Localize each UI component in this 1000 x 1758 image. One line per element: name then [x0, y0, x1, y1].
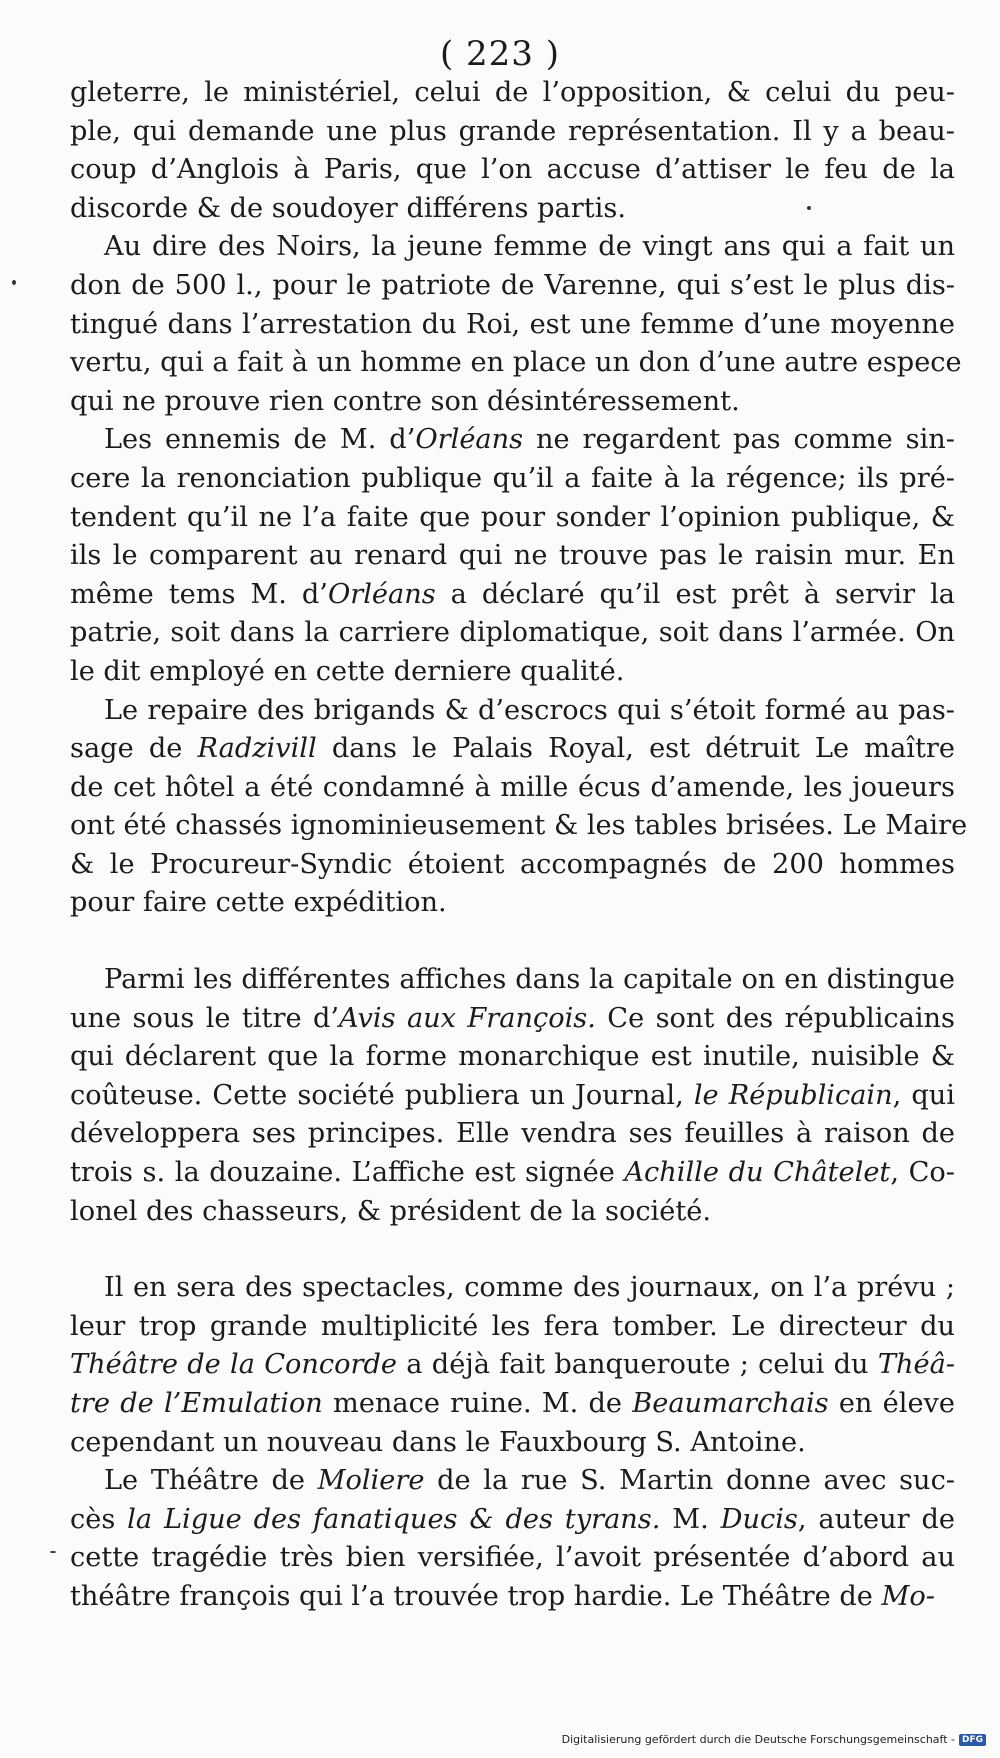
text-segment: en éleve	[828, 1388, 955, 1419]
text-line	[70, 228, 955, 267]
text-line	[70, 190, 955, 229]
text-line	[70, 1038, 955, 1077]
text-segment: théâtre françois qui l’a trouvée trop hardie. Le Théâtre de	[70, 1580, 882, 1612]
text-line	[70, 1385, 955, 1424]
italic-text: Radzivill	[197, 733, 317, 765]
text-line	[70, 730, 955, 769]
text-segment: cere la renonciation publique qu’il a faite à la régence; ils pré-	[70, 462, 955, 494]
text-segment: cès	[70, 1503, 128, 1535]
text-line	[70, 344, 962, 383]
text-line	[70, 1154, 955, 1193]
text-line	[70, 807, 968, 846]
text-segment: qui ne prouve rien contre son désintéressement.	[70, 385, 740, 417]
text-segment: lonel des chasseurs, & président de la société.	[70, 1195, 711, 1227]
text-segment: leur trop grande multiplicité les fera tomber. Le directeur du	[70, 1310, 955, 1342]
text-segment: une sous le titre d’	[70, 1002, 339, 1034]
italic-text: Beaumarchais	[632, 1388, 829, 1419]
text-segment: dans le Palais Royal, est détruit Le maître	[316, 733, 955, 765]
text-line	[70, 151, 955, 190]
text-segment: ont été chassés ignominieusement & les tables brisées. Le Maire	[70, 810, 968, 842]
italic-text: Théâ-	[877, 1349, 955, 1381]
text-line	[70, 537, 955, 576]
text-segment: de cet hôtel a été condamné à mille écus d’amende, les joueurs	[70, 771, 955, 803]
dfg-logo: DFG	[959, 1734, 986, 1746]
text-line	[70, 421, 955, 460]
text-line	[70, 1539, 955, 1578]
scan-speck	[807, 206, 811, 210]
paragraph	[70, 692, 968, 924]
text-line	[70, 1115, 955, 1154]
digitization-footer	[562, 1733, 986, 1746]
text-line	[70, 113, 955, 152]
italic-text: Orléans	[415, 424, 524, 456]
text-line	[70, 1269, 955, 1308]
text-line	[70, 74, 955, 113]
text-segment: a déclaré qu’il est prêt à servir la	[435, 578, 955, 610]
text-line	[70, 1308, 955, 1347]
text-segment: tingué dans l’arrestation du Roi, est une femme d’une moyenne	[70, 308, 955, 340]
text-line	[70, 1077, 955, 1116]
text-segment: , qui	[892, 1079, 955, 1111]
text-segment: Les ennemis de M. d’	[104, 424, 416, 456]
text-segment: coup d’Anglois à Paris, que l’on accuse d’attiser le feu de la	[70, 154, 955, 186]
text-segment: , Co-	[890, 1157, 955, 1189]
text-segment: pour faire cette expédition.	[70, 887, 447, 919]
paragraph	[70, 1269, 955, 1462]
text-line	[70, 576, 955, 615]
text-line	[70, 653, 955, 692]
text-segment: menace ruine. M. de	[322, 1388, 633, 1419]
text-line	[70, 1578, 955, 1617]
text-line	[70, 961, 955, 1000]
text-line	[70, 460, 955, 499]
italic-text: Avis aux François.	[339, 1002, 596, 1034]
text-segment: le dit employé en cette derniere qualité.	[70, 655, 625, 687]
text-segment: coûteuse. Cette société publiera un Journal,	[70, 1079, 694, 1111]
text-segment: ils le comparent au renard qui ne trouve pas le raisin mur. En	[70, 540, 955, 572]
text-line	[70, 769, 955, 808]
text-line	[70, 1346, 955, 1385]
text-line	[70, 846, 955, 885]
paragraph-gap	[70, 923, 955, 961]
page-number: ( 223 )	[439, 34, 561, 74]
text-segment: cette tragédie très bien versifiée, l’avoit présentée d’abord au	[70, 1542, 955, 1574]
text-segment: Le Théâtre de	[104, 1465, 318, 1497]
text-segment: ne regardent pas comme sin-	[523, 424, 955, 456]
text-segment: don de 500 l., pour le patriote de Varenne, qui s’est le plus dis-	[70, 269, 955, 301]
scan-speck	[50, 1551, 56, 1553]
italic-text: le Républicain	[693, 1079, 893, 1111]
text-segment: , auteur de	[797, 1503, 955, 1535]
italic-text: la Ligue des fanatiques & des tyrans.	[127, 1503, 661, 1535]
italic-text: tre de l’Emulation	[70, 1388, 323, 1419]
italic-text: Orléans	[327, 578, 436, 610]
paragraph	[70, 1462, 955, 1616]
text-segment: trois s. la douzaine. L’affiche est signée	[70, 1157, 625, 1189]
text-line	[70, 1501, 955, 1540]
text-line	[70, 306, 955, 345]
italic-text: Ducis	[720, 1503, 798, 1535]
text-line	[70, 884, 955, 923]
italic-text: Mo-	[881, 1580, 935, 1612]
scan-speck	[12, 280, 16, 285]
italic-text: Achille du Châtelet	[624, 1157, 891, 1189]
text-segment: a déjà fait banqueroute ; celui du	[397, 1349, 878, 1381]
paragraph	[70, 421, 955, 691]
text-line	[70, 1193, 955, 1232]
text-segment: sage de	[70, 733, 198, 765]
text-line	[70, 614, 955, 653]
text-segment: vertu, qui a fait à un homme en place un don d’une autre espece	[70, 347, 962, 379]
text-segment: gleterre, le ministériel, celui de l’opposition, & celui du peu-	[70, 77, 955, 108]
text-line	[70, 383, 955, 422]
text-segment: qui déclarent que la forme monarchique est inutile, nuisible &	[70, 1041, 955, 1073]
text-line	[70, 692, 955, 731]
text-line	[70, 267, 955, 306]
text-line	[70, 1462, 955, 1501]
italic-text: Théâtre de la Concorde	[70, 1349, 397, 1381]
text-segment: Parmi les différentes affiches dans la capitale on en distingue	[104, 964, 955, 996]
text-segment: Au dire des Noirs, la jeune femme de vingt ans qui a fait un	[104, 231, 955, 263]
text-segment: tendent qu’il ne l’a faite que pour sonder l’opinion publique, &	[70, 501, 955, 533]
text-segment: ple, qui demande une plus grande représentation. Il y a beau-	[70, 115, 955, 147]
paragraph-gap	[70, 1231, 955, 1269]
body-text	[70, 74, 968, 1617]
italic-text: Moliere	[317, 1465, 425, 1497]
text-line	[70, 499, 955, 538]
text-segment: cependant un nouveau dans le Fauxbourg S. Antoine.	[70, 1426, 806, 1458]
text-segment: Le repaire des brigands & d’escrocs qui s’étoit formé au pas-	[104, 694, 955, 726]
paragraph	[70, 74, 955, 228]
text-segment: Ce sont des républicains	[595, 1002, 955, 1034]
text-line	[70, 1424, 955, 1463]
text-segment: développera ses principes. Elle vendra ses feuilles à raison de	[70, 1118, 955, 1150]
paragraph	[70, 228, 962, 421]
text-segment: M.	[660, 1503, 721, 1535]
text-segment: Il en sera des spectacles, comme des journaux, on l’a prévu ;	[104, 1272, 955, 1304]
text-segment: & le Procureur-Syndic étoient accompagnés de 200 hommes	[70, 848, 955, 880]
text-segment: de la rue S. Martin donne avec suc-	[424, 1465, 955, 1497]
text-segment: même tems M. d’	[70, 578, 328, 610]
text-segment: discorde & de soudoyer différens partis.	[70, 192, 626, 224]
footer-text: Digitalisierung gefördert durch die Deutsche Forschungsgemeinschaft -	[561, 1733, 955, 1746]
text-line	[70, 1000, 955, 1039]
paragraph	[70, 961, 955, 1231]
text-segment: patrie, soit dans la carriere diplomatique, soit dans l’armée. On	[70, 617, 955, 649]
